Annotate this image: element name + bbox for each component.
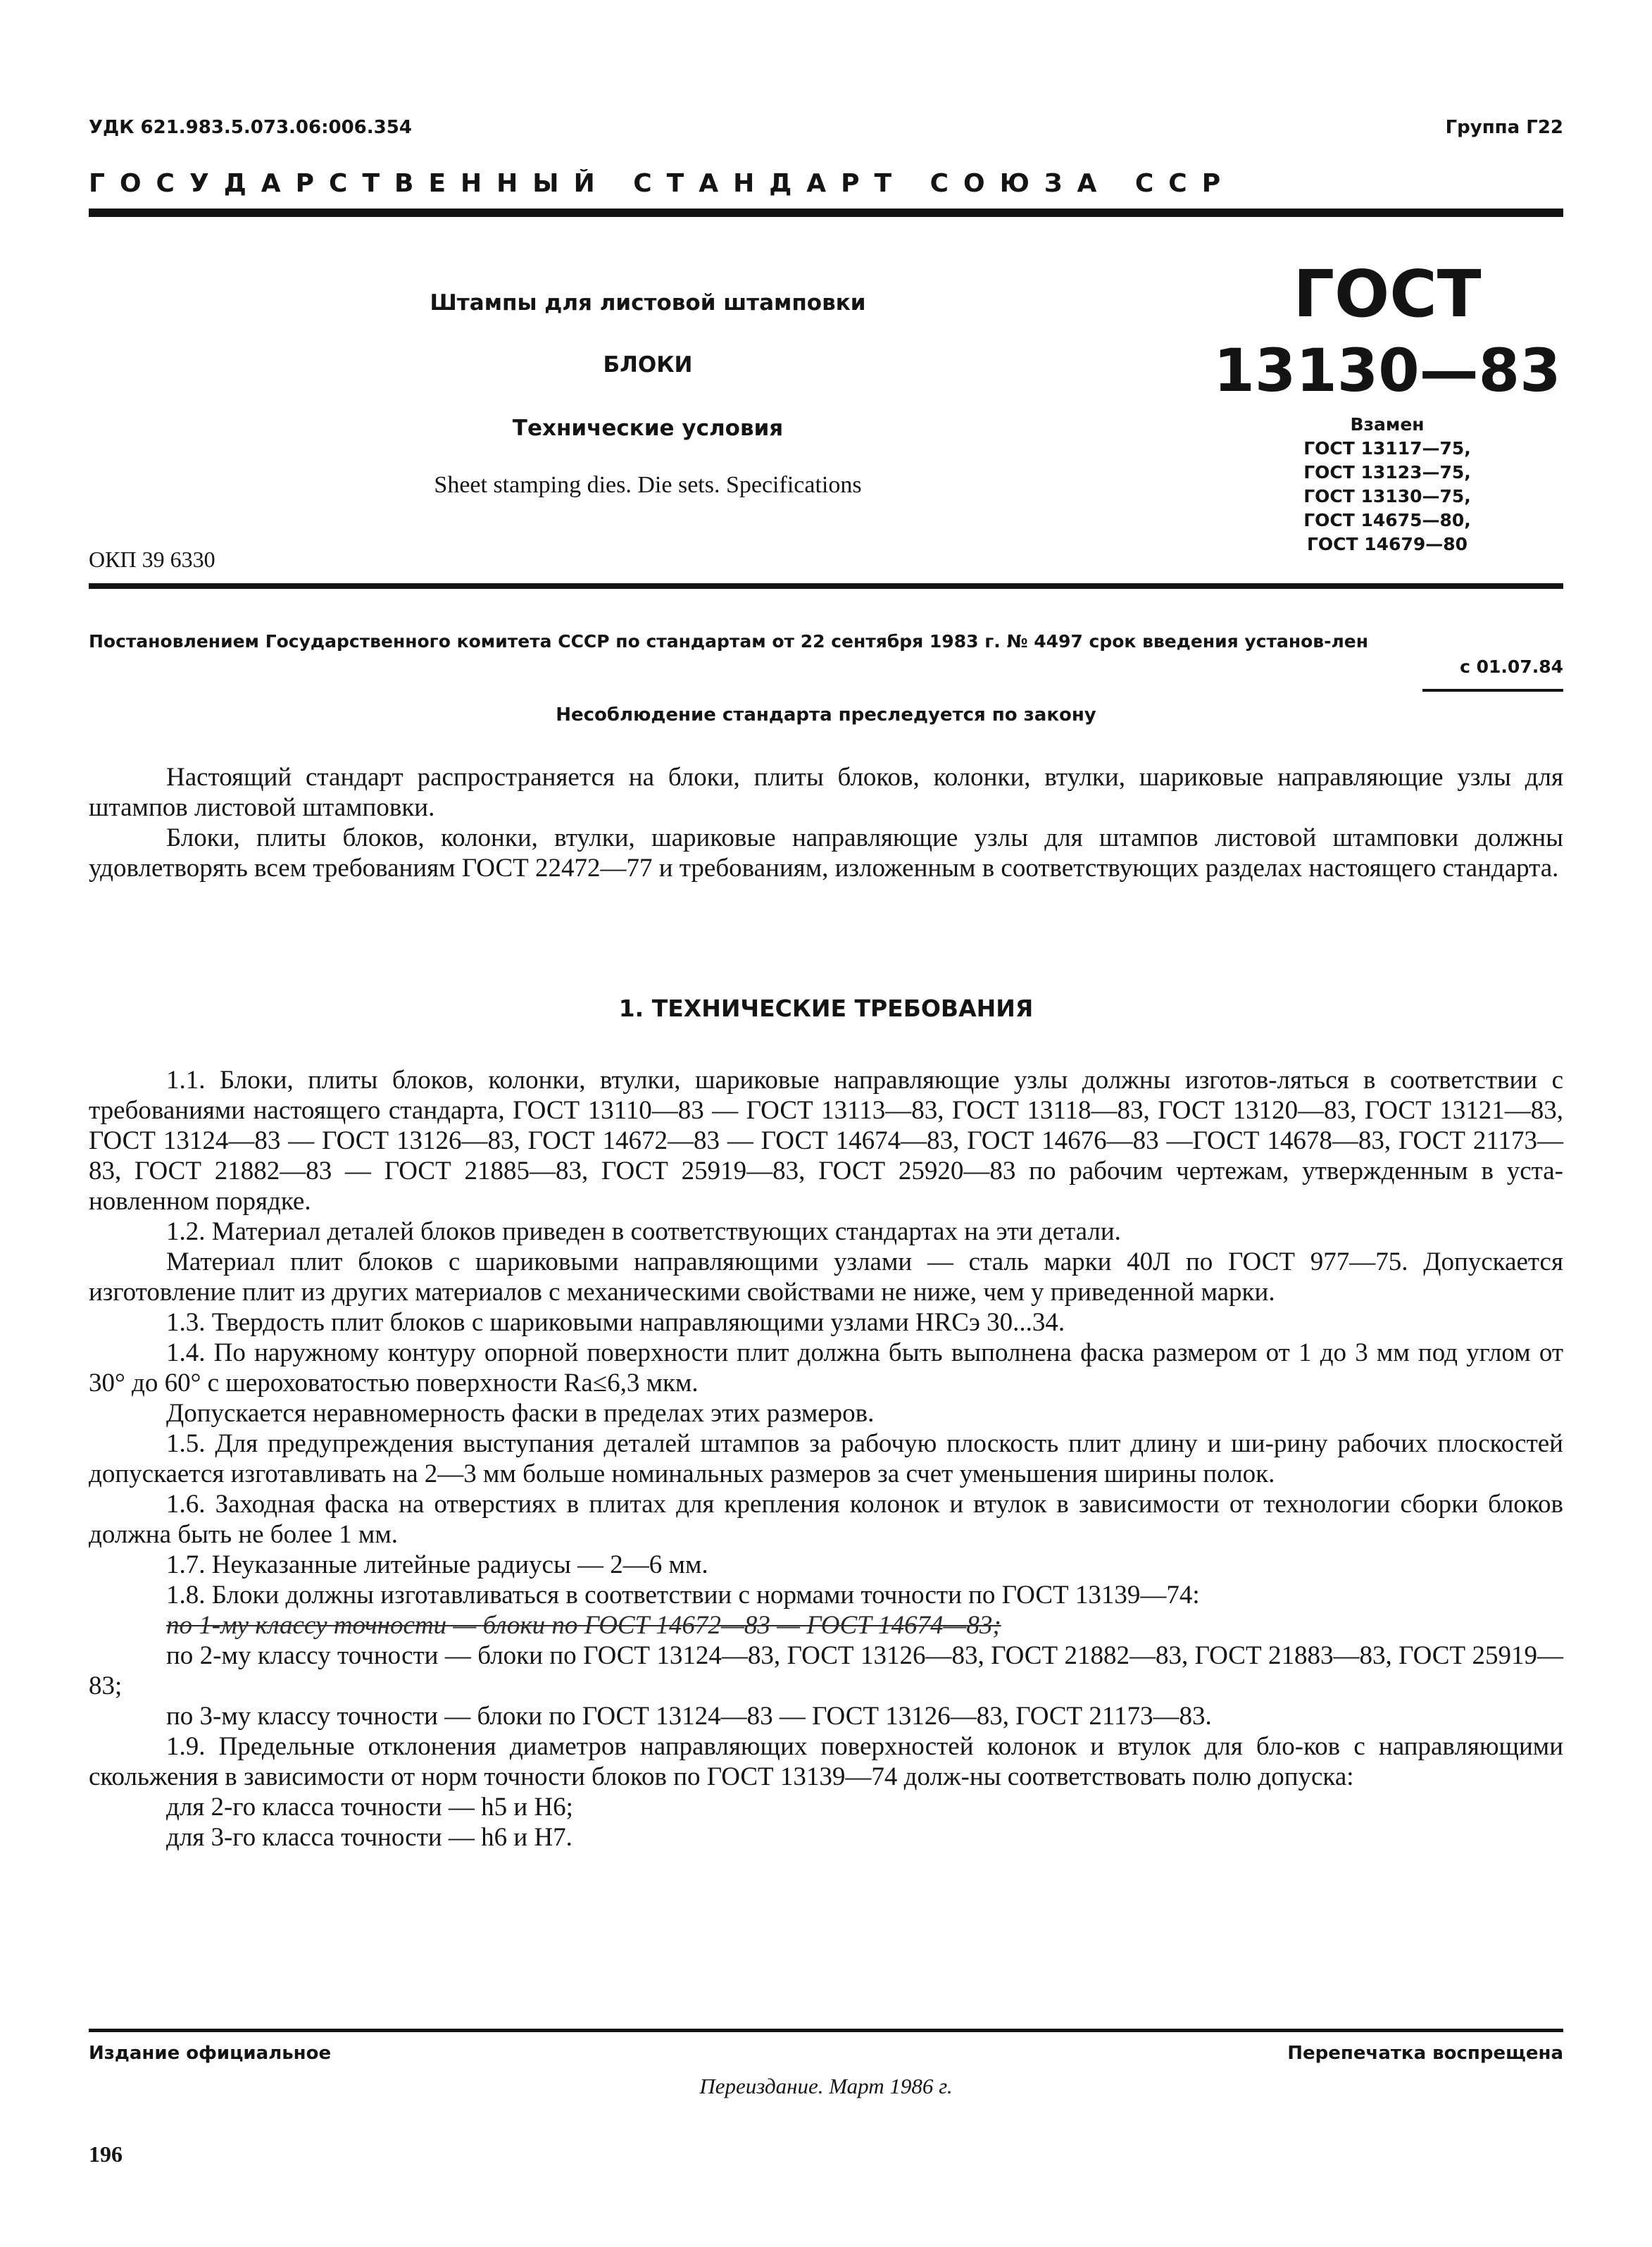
clause-1-2: 1.2. Материал деталей блоков приведен в соответствующих стандартах на эти детали. — [166, 1217, 1121, 1246]
clause-1-4: 1.4. По наружному контуру опорной поверхности плит должна быть выполнена фаска размером от 1 до 3 мм под углом от 30° до 60° с шероховатостью поверхности Ra≤6,3 мкм. — [89, 1338, 1563, 1398]
english-title: Sheet stamping dies. Die sets. Specifications — [434, 472, 862, 498]
gost-label: ГОСТ — [1293, 256, 1482, 332]
replaces-item: ГОСТ 14675—80, — [1303, 510, 1471, 530]
reissue-note: Переиздание. Март 1986 г. — [699, 2074, 953, 2098]
replaces-item: ГОСТ 14679—80 — [1306, 534, 1468, 554]
section-title: 1. ТЕХНИЧЕСКИЕ ТРЕБОВАНИЯ — [618, 995, 1034, 1022]
title-rule — [89, 583, 1563, 589]
decree-date: с 01.07.84 — [1460, 656, 1563, 677]
clause-1-9: 1.9. Предельные отклонения диаметров направляющих поверхностей колонок и втулок для бло-ков с направляющими скольжения в зависимости от норм точности блоков по ГОСТ 13139—74 долж-ны соответствовать полю допуска: — [89, 1732, 1563, 1791]
intro-paragraph: Настоящий стандарт распространяется на блоки, плиты блоков, колонки, втулки, шариковые направляющие узлы для штампов листовой штамповки. — [89, 763, 1563, 822]
group-code: Группа Г22 — [1445, 117, 1563, 138]
official-edition-label: Издание официальное — [89, 2043, 332, 2064]
decree-text: Постановлением Государственного комитета СССР по стандартам от 22 сентября 1983 г. № 4497 срок введения установ-лен — [89, 631, 1369, 652]
clause-1-9-class3: для 3-го класса точности — h6 и H7. — [166, 1823, 572, 1852]
requirements-text — [89, 1065, 1563, 1853]
replaces-item: ГОСТ 13117—75, — [1303, 438, 1471, 459]
okp-code: ОКП 39 6330 — [89, 547, 215, 572]
replaces-list — [1211, 413, 1563, 556]
udk-code: УДК 621.983.5.073.06:006.354 — [89, 117, 412, 138]
gost-number: 13130—83 — [1213, 336, 1561, 405]
replaces-item: ГОСТ 13130—75, — [1303, 486, 1471, 506]
clause-1-9-class2: для 2-го класса точности — h5 и H6; — [166, 1793, 573, 1822]
date-underline — [1422, 689, 1563, 692]
clause-1-8-class3: по 3-му классу точности — блоки по ГОСТ 13124—83 — ГОСТ 13126—83, ГОСТ 21173—83. — [166, 1702, 1212, 1731]
title-line-2: БЛОКИ — [603, 352, 693, 378]
header-rule — [89, 208, 1563, 217]
clause-1-5: 1.5. Для предупреждения выступания деталей штампов за рабочую плоскость плит длину и ши-рину рабочих плоскостей допускается изготавливать на 2—3 мм больше номинальных размеров за счет уменьшения ширины полок. — [89, 1429, 1563, 1488]
intro-text — [89, 762, 1563, 883]
clause-1-2-material: Материал плит блоков с шариковыми направляющими узлами — сталь марки 40Л по ГОСТ 977—75. Допускается изготовление плит из других материалов с механическими свойствами не ниже, чем у приведенной марки. — [89, 1247, 1563, 1307]
clause-1-8-class1-struck — [89, 1610, 1563, 1641]
struck-text: по 1-му классу точности — блоки по ГОСТ 14672—83 — ГОСТ 14674—83; — [166, 1611, 1001, 1640]
reprint-prohibited-label: Перепечатка воспрещена — [1287, 2043, 1563, 2064]
replaces-item: ГОСТ 13123—75, — [1303, 462, 1471, 483]
law-notice: Несоблюдение стандарта преследуется по закону — [556, 704, 1096, 726]
clause-1-8-class2: по 2-му классу точности — блоки по ГОСТ 13124—83, ГОСТ 13126—83, ГОСТ 21882—83, ГОСТ 21883—83, ГОСТ 25919—83; — [89, 1641, 1563, 1700]
clause-1-8: 1.8. Блоки должны изготавливаться в соответствии с нормами точности по ГОСТ 13139—74: — [166, 1581, 1200, 1610]
clause-1-3: 1.3. Твердость плит блоков с шариковыми направляющими узлами HRCэ 30...34. — [166, 1308, 1065, 1337]
page-number: 196 — [89, 2141, 123, 2167]
footer-rule — [89, 2029, 1563, 2032]
title-line-3: Технические условия — [512, 416, 784, 441]
clause-1-7: 1.7. Неуказанные литейные радиусы — 2—6 мм. — [166, 1550, 708, 1579]
intro-paragraph: Блоки, плиты блоков, колонки, втулки, шариковые направляющие узлы для штампов листовой штамповки должны удовлетворять всем требованиям ГОСТ 22472—77 и требованиям, изложенным в соответствующих разделах настоящего стандарта. — [89, 823, 1563, 883]
clause-1-6: 1.6. Заходная фаска на отверстиях в плитах для крепления колонок и втулок в зависимости от технологии сборки блоков должна быть не более 1 мм. — [89, 1490, 1563, 1549]
clause-1-4-note: Допускается неравномерность фаски в пределах этих размеров. — [166, 1399, 875, 1428]
state-standard-banner: ГОСУДАРСТВЕННЫЙ СТАНДАРТ СОЮЗА ССР — [89, 169, 1236, 198]
replaces-label: Взамен — [1350, 414, 1425, 435]
clause-1-1: 1.1. Блоки, плиты блоков, колонки, втулки, шариковые направляющие узлы должны изготов-ляться в соответствии с требованиями настоящего стандарта, ГОСТ 13110—83 — ГОСТ 13113—83, ГОСТ 13118—83, ГОСТ 13120—83, ГОСТ 13121—83, ГОСТ 13124—83 — ГОСТ 13126—83, ГОСТ 14672—83 — ГОСТ 14674—83, ГОСТ 14676—83 —ГОСТ 14678—83, ГОСТ 21173—83, ГОСТ 21882—83 — ГОСТ 21885—83, ГОСТ 25919—83, ГОСТ 25920—83 по рабочим чертежам, утвержденным в уста-новленном порядке. — [89, 1066, 1563, 1216]
title-line-1: Штампы для листовой штамповки — [430, 290, 866, 316]
